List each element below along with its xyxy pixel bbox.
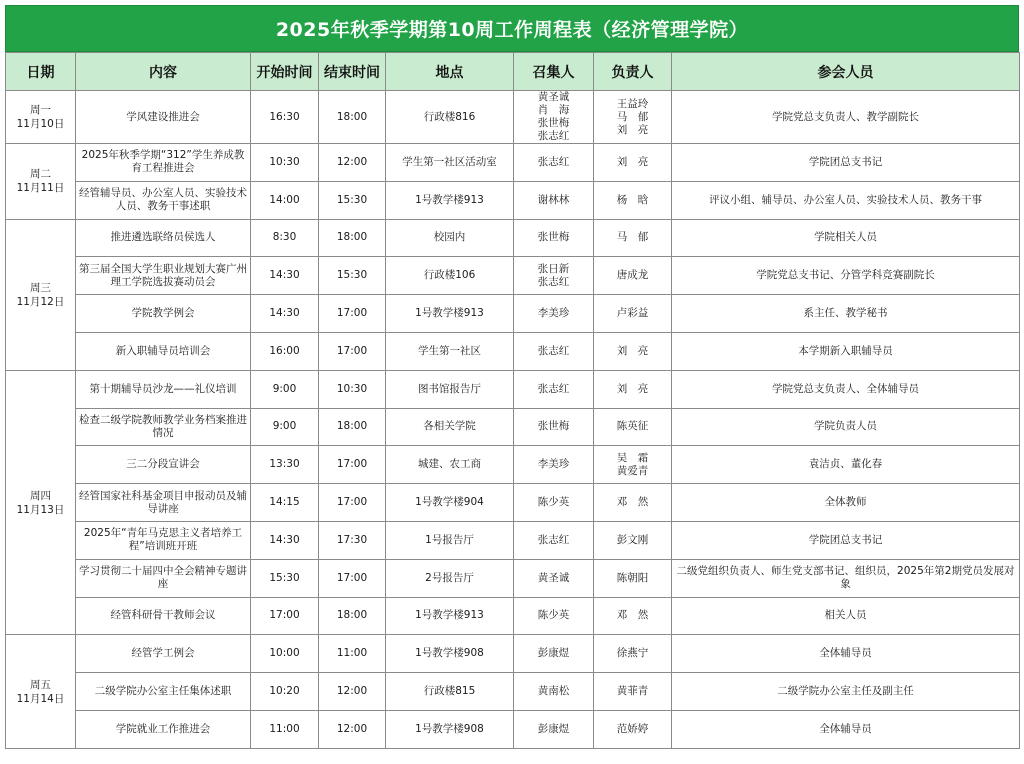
convener-cell	[514, 332, 594, 370]
table-row	[6, 597, 1020, 635]
table-row	[6, 181, 1020, 219]
content-cell: 二级学院办公室主任集体述职	[76, 673, 251, 711]
content-cell: 新入职辅导员培训会	[76, 332, 251, 370]
person-name: 张世梅	[537, 117, 570, 129]
attendees-cell: 系主任、教学秘书	[672, 295, 1020, 333]
content-cell: 推进遴选联络员侯选人	[76, 219, 251, 257]
convener-cell	[514, 484, 594, 522]
person-name: 张志红	[537, 275, 570, 288]
place-cell: 学生第一社区	[386, 332, 514, 370]
day-cell	[6, 144, 76, 220]
person-name: 吴 霜	[616, 451, 649, 464]
table-row	[6, 370, 1020, 408]
owner-cell	[594, 559, 672, 597]
start-time-cell: 14:00	[251, 181, 319, 219]
schedule-sheet	[5, 5, 1019, 760]
table-row	[6, 710, 1020, 748]
convener-cell	[514, 370, 594, 408]
start-time-cell: 14:30	[251, 521, 319, 559]
place-cell: 1号教学楼913	[386, 181, 514, 219]
end-time-cell: 18:00	[319, 219, 386, 257]
person-name: 黄圣诚	[537, 571, 570, 584]
place-cell: 1号教学楼913	[386, 295, 514, 333]
content-cell: 第三届全国大学生职业规划大赛广州理工学院选拔赛动员会	[76, 257, 251, 295]
owner-cell	[594, 332, 672, 370]
convener-cell	[514, 144, 594, 182]
place-cell: 行政楼106	[386, 257, 514, 295]
attendees-cell: 学院党总支负责人、全体辅导员	[672, 370, 1020, 408]
day-date: 11月11日	[16, 182, 65, 195]
attendees-cell: 学院相关人员	[672, 219, 1020, 257]
start-time-cell: 14:30	[251, 257, 319, 295]
person-name: 张志红	[537, 344, 570, 357]
table-row	[6, 408, 1020, 446]
start-time-cell: 15:30	[251, 559, 319, 597]
person-name: 张日新	[537, 262, 570, 275]
start-time-cell: 10:20	[251, 673, 319, 711]
attendees-cell: 学院团总支书记	[672, 144, 1020, 182]
person-name: 谢林林	[537, 193, 570, 206]
table-row	[6, 144, 1020, 182]
convener-cell	[514, 295, 594, 333]
table-row	[6, 295, 1020, 333]
attendees-cell: 学院负责人员	[672, 408, 1020, 446]
owner-cell	[594, 219, 672, 257]
day-cell	[6, 370, 76, 635]
day-cell	[6, 635, 76, 748]
end-time-cell: 17:00	[319, 295, 386, 333]
convener-cell	[514, 635, 594, 673]
attendees-cell: 学院团总支书记	[672, 521, 1020, 559]
convener-cell	[514, 181, 594, 219]
schedule-title: 2025年秋季学期第10周工作周程表（经济管理学院）	[5, 5, 1019, 52]
end-time-cell: 12:00	[319, 144, 386, 182]
start-time-cell: 14:15	[251, 484, 319, 522]
table-row	[6, 521, 1020, 559]
end-time-cell: 17:00	[319, 559, 386, 597]
convener-cell	[514, 91, 594, 144]
person-name: 卢彩益	[616, 307, 649, 320]
convener-cell	[514, 408, 594, 446]
convener-cell	[514, 219, 594, 257]
table-row	[6, 219, 1020, 257]
header-place: 地点	[386, 53, 514, 91]
table-row	[6, 332, 1020, 370]
owner-cell	[594, 144, 672, 182]
place-cell: 1号报告厅	[386, 521, 514, 559]
table-row	[6, 559, 1020, 597]
person-name: 彭康煜	[537, 647, 570, 660]
attendees-cell: 学院党总支负责人、教学副院长	[672, 91, 1020, 144]
owner-cell	[594, 370, 672, 408]
content-cell: 经管辅导员、办公室人员、实验技术人员、教务干事述职	[76, 181, 251, 219]
end-time-cell: 18:00	[319, 91, 386, 144]
convener-cell	[514, 559, 594, 597]
attendees-cell: 全体教师	[672, 484, 1020, 522]
convener-cell	[514, 673, 594, 711]
place-cell: 城建、农工商	[386, 446, 514, 484]
person-name: 杨 晗	[616, 193, 649, 206]
start-time-cell: 14:30	[251, 295, 319, 333]
content-cell: 经管科研骨干教师会议	[76, 597, 251, 635]
content-cell: 2025年秋季学期“312”学生养成教育工程推进会	[76, 144, 251, 182]
attendees-cell: 本学期新入职辅导员	[672, 332, 1020, 370]
person-name: 陈朝阳	[616, 571, 649, 584]
end-time-cell: 12:00	[319, 673, 386, 711]
owner-cell	[594, 446, 672, 484]
day-weekday: 周二	[30, 168, 51, 181]
place-cell: 校园内	[386, 219, 514, 257]
person-name: 张志红	[537, 533, 570, 546]
start-time-cell: 11:00	[251, 710, 319, 748]
start-time-cell: 9:00	[251, 370, 319, 408]
header-convener: 召集人	[514, 53, 594, 91]
person-name: 李美珍	[537, 307, 570, 320]
end-time-cell: 10:30	[319, 370, 386, 408]
person-name: 张志红	[537, 382, 570, 395]
content-cell: 检查二级学院教师教学业务档案推进情况	[76, 408, 251, 446]
owner-cell	[594, 408, 672, 446]
header-attendees: 参会人员	[672, 53, 1020, 91]
place-cell: 1号教学楼908	[386, 710, 514, 748]
person-name: 张世梅	[537, 231, 570, 244]
header-start-time: 开始时间	[251, 53, 319, 91]
content-cell: 第十期辅导员沙龙——礼仪培训	[76, 370, 251, 408]
person-name: 徐燕宁	[616, 647, 649, 660]
end-time-cell: 15:30	[319, 257, 386, 295]
person-name: 唐成龙	[616, 269, 649, 282]
owner-cell	[594, 181, 672, 219]
day-date: 11月13日	[16, 503, 65, 516]
end-time-cell: 17:00	[319, 484, 386, 522]
attendees-cell: 相关人员	[672, 597, 1020, 635]
place-cell: 图书馆报告厅	[386, 370, 514, 408]
attendees-cell: 袁洁贞、董化春	[672, 446, 1020, 484]
header-row	[6, 53, 1020, 91]
end-time-cell: 18:00	[319, 597, 386, 635]
person-name: 黄南松	[537, 685, 570, 698]
end-time-cell: 12:00	[319, 710, 386, 748]
content-cell: 三二分段宣讲会	[76, 446, 251, 484]
day-cell	[6, 219, 76, 370]
person-name: 王益玲	[616, 97, 649, 110]
person-name: 陈英征	[616, 420, 649, 433]
owner-cell	[594, 673, 672, 711]
table-row	[6, 673, 1020, 711]
person-name: 马 郁	[616, 231, 649, 244]
convener-cell	[514, 257, 594, 295]
end-time-cell: 17:00	[319, 446, 386, 484]
person-name: 黄圣诚	[537, 91, 570, 103]
place-cell: 行政楼815	[386, 673, 514, 711]
end-time-cell: 17:30	[319, 521, 386, 559]
convener-cell	[514, 710, 594, 748]
owner-cell	[594, 91, 672, 144]
person-name: 彭文刚	[616, 533, 649, 546]
day-date: 11月10日	[16, 118, 65, 130]
day-cell	[6, 91, 76, 144]
place-cell: 2号报告厅	[386, 559, 514, 597]
content-cell: 学院就业工作推进会	[76, 710, 251, 748]
day-date: 11月12日	[16, 295, 65, 308]
place-cell: 行政楼816	[386, 91, 514, 144]
content-cell: 经管学工例会	[76, 635, 251, 673]
person-name: 刘 亮	[616, 123, 649, 136]
day-weekday: 周一	[30, 104, 51, 116]
person-name: 邓 然	[616, 609, 649, 622]
schedule-table	[5, 52, 1020, 749]
content-cell: 学风建设推进会	[76, 91, 251, 144]
table-row	[6, 635, 1020, 673]
start-time-cell: 9:00	[251, 408, 319, 446]
end-time-cell: 18:00	[319, 408, 386, 446]
day-weekday: 周四	[30, 489, 51, 502]
convener-cell	[514, 521, 594, 559]
attendees-cell: 全体辅导员	[672, 710, 1020, 748]
convener-cell	[514, 446, 594, 484]
start-time-cell: 16:30	[251, 91, 319, 144]
owner-cell	[594, 257, 672, 295]
table-row	[6, 446, 1020, 484]
start-time-cell: 13:30	[251, 446, 319, 484]
schedule-body	[6, 91, 1020, 749]
content-cell: 学习贯彻二十届四中全会精神专题讲座	[76, 559, 251, 597]
start-time-cell: 10:30	[251, 144, 319, 182]
start-time-cell: 17:00	[251, 597, 319, 635]
attendees-cell: 学院党总支书记、分管学科竞赛副院长	[672, 257, 1020, 295]
header-end-time: 结束时间	[319, 53, 386, 91]
attendees-cell: 二级学院办公室主任及副主任	[672, 673, 1020, 711]
person-name: 李美珍	[537, 458, 570, 471]
person-name: 黄菲青	[616, 685, 649, 698]
start-time-cell: 10:00	[251, 635, 319, 673]
end-time-cell: 17:00	[319, 332, 386, 370]
person-name: 范娇婷	[616, 722, 649, 735]
header-owner: 负责人	[594, 53, 672, 91]
end-time-cell: 15:30	[319, 181, 386, 219]
owner-cell	[594, 521, 672, 559]
day-weekday: 周三	[30, 281, 51, 294]
end-time-cell: 11:00	[319, 635, 386, 673]
day-weekday: 周五	[30, 678, 51, 691]
place-cell: 1号教学楼913	[386, 597, 514, 635]
attendees-cell: 二级党组织负责人、师生党支部书记、组织员，2025年第2期党员发展对象	[672, 559, 1020, 597]
owner-cell	[594, 710, 672, 748]
person-name: 刘 亮	[616, 382, 649, 395]
person-name: 陈少英	[537, 496, 570, 509]
person-name: 陈少英	[537, 609, 570, 622]
table-row	[6, 91, 1020, 144]
content-cell: 学院教学例会	[76, 295, 251, 333]
place-cell: 1号教学楼904	[386, 484, 514, 522]
attendees-cell: 全体辅导员	[672, 635, 1020, 673]
person-name: 刘 亮	[616, 344, 649, 357]
person-name: 张志红	[537, 155, 570, 168]
owner-cell	[594, 597, 672, 635]
person-name: 张世梅	[537, 420, 570, 433]
header-content: 内容	[76, 53, 251, 91]
person-name: 黄爱青	[616, 464, 649, 477]
table-row	[6, 484, 1020, 522]
start-time-cell: 8:30	[251, 219, 319, 257]
person-name: 彭康煜	[537, 722, 570, 735]
day-date: 11月14日	[16, 692, 65, 705]
place-cell: 各相关学院	[386, 408, 514, 446]
start-time-cell: 16:00	[251, 332, 319, 370]
attendees-cell: 评议小组、辅导员、办公室人员、实验技术人员、教务干事	[672, 181, 1020, 219]
owner-cell	[594, 484, 672, 522]
table-row	[6, 257, 1020, 295]
header-date: 日期	[6, 53, 76, 91]
person-name: 肖 海	[537, 104, 570, 116]
place-cell: 1号教学楼908	[386, 635, 514, 673]
person-name: 张志红	[537, 130, 570, 142]
place-cell: 学生第一社区活动室	[386, 144, 514, 182]
person-name: 邓 然	[616, 496, 649, 509]
content-cell: 经管国家社科基金项目申报动员及辅导讲座	[76, 484, 251, 522]
person-name: 刘 亮	[616, 155, 649, 168]
owner-cell	[594, 635, 672, 673]
convener-cell	[514, 597, 594, 635]
owner-cell	[594, 295, 672, 333]
content-cell: 2025年“青年马克思主义者培养工程”培训班开班	[76, 521, 251, 559]
person-name: 马 郁	[616, 110, 649, 123]
